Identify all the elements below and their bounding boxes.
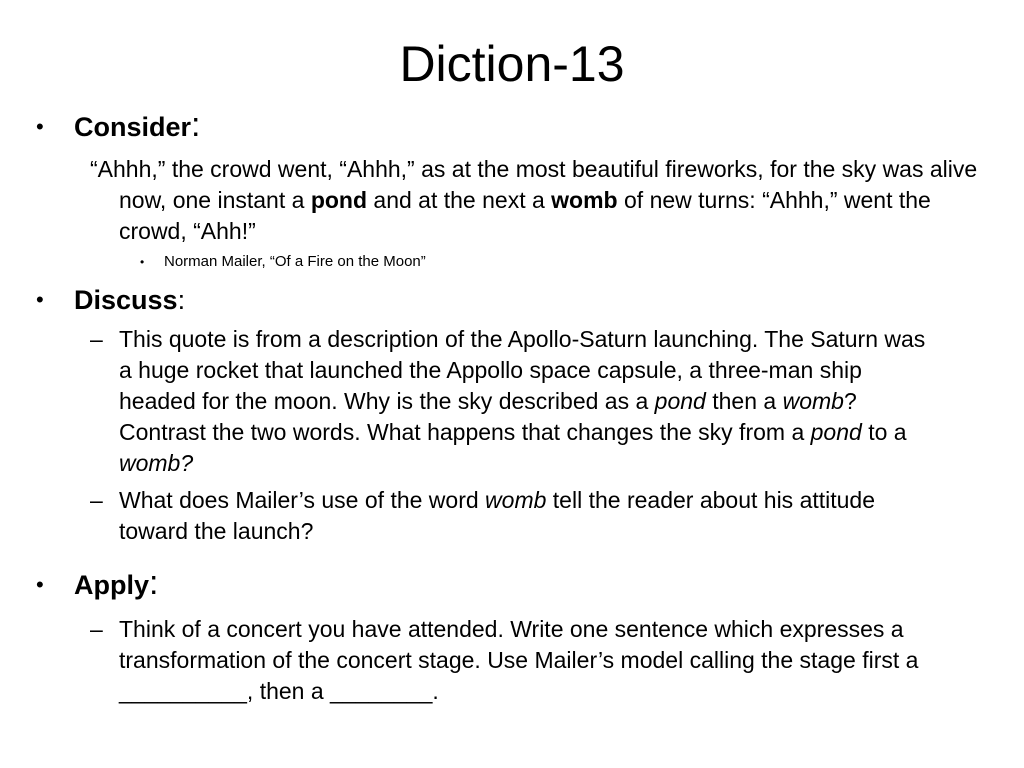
bullet-icon: •: [36, 114, 44, 139]
dash-icon: –: [90, 616, 103, 642]
discuss-heading-line: [74, 283, 185, 317]
consider-colon: :: [191, 106, 201, 144]
discuss-item-1: [90, 324, 940, 479]
quote-bold-womb: womb: [551, 187, 618, 213]
italic-womb-3: womb: [485, 487, 547, 513]
discuss-item-2: [90, 485, 940, 547]
discuss2-text-2: tell the reader about his attitude toward the launch?: [119, 487, 876, 544]
mailer-quote: [90, 154, 999, 247]
bullet-icon: •: [36, 572, 44, 597]
italic-pond: pond: [654, 388, 706, 414]
quote-text-1: “Ahhh,” the crowd went, “Ahhh,” as at the most beautiful fireworks, for the sky was alive now, one instant a: [90, 156, 978, 213]
dash-icon: –: [90, 326, 103, 352]
quote-bold-pond: pond: [310, 187, 368, 213]
discuss-text-4: to a: [861, 419, 907, 445]
consider-heading: Consider: [74, 112, 192, 142]
discuss-colon: :: [177, 285, 186, 315]
bullet-icon: •: [140, 255, 145, 269]
quote-text-2: and at the next a: [367, 187, 552, 213]
apply-heading: Apply: [74, 570, 150, 600]
discuss2-text-1: What does Mailer’s use of the word: [119, 487, 486, 513]
apply-item-1: [90, 614, 940, 707]
discuss-text-3: ? Contrast the two words. What happens that changes the sky from a: [119, 388, 857, 445]
apply-item-1-text: Think of a concert you have attended. Write one sentence which expresses a transformation of the concert stage. Use Mailer’s model calling the stage first a __________, then a ________.: [119, 616, 919, 704]
slide-title: Diction-13: [399, 36, 625, 92]
citation-text: Norman Mailer, “Of a Fire on the Moon”: [164, 253, 426, 270]
discuss-text-2: then a: [705, 388, 783, 414]
quote-text-3: of new turns: “Ahhh,” went the crowd, “Ahh!”: [119, 187, 931, 244]
apply-heading-line: [74, 564, 159, 602]
apply-colon: :: [149, 564, 159, 602]
dash-icon: –: [90, 487, 103, 513]
discuss-text-1: This quote is from a description of the Apollo-Saturn launching. The Saturn was a huge rocket that launched the Appollo space capsule, a three-man ship headed for the moon. Why is the sky described as a: [119, 326, 926, 414]
italic-womb-2: womb?: [119, 450, 194, 476]
italic-womb: womb: [782, 388, 844, 414]
discuss-item-1-text: [119, 324, 940, 479]
consider-heading-line: [74, 106, 201, 144]
discuss-heading: Discuss: [74, 285, 178, 315]
discuss-item-2-text: [119, 485, 940, 547]
italic-pond-2: pond: [810, 419, 862, 445]
bullet-icon: •: [36, 287, 44, 312]
